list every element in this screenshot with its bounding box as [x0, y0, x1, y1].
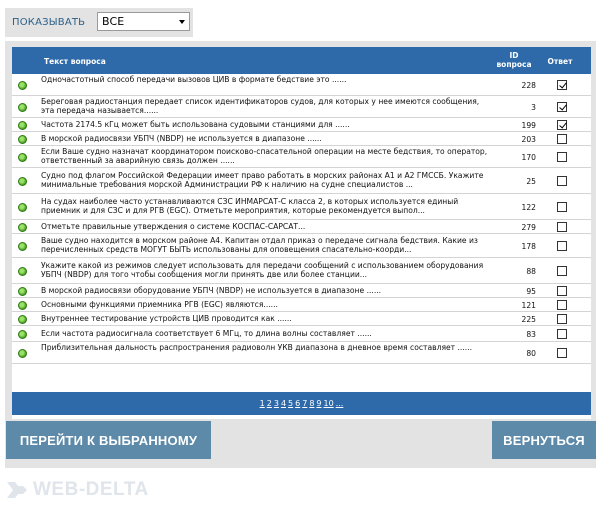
page-link[interactable]: 10 [323, 399, 334, 408]
table-row[interactable] [12, 96, 591, 118]
question-id: 25 [526, 177, 536, 186]
question-id: 199 [521, 121, 536, 130]
page-link[interactable]: ... [335, 399, 344, 408]
question-text[interactable]: Отметьте правильные утверждения о системе КОСПАС-САРСАТ... [41, 221, 306, 231]
question-id: 122 [521, 203, 536, 212]
question-text[interactable]: Береговая радиостанция передает список идентификаторов судов, для которых у нее имеются сообщения, эта передача называется...... [41, 96, 480, 116]
question-id: 88 [526, 267, 536, 276]
page-link[interactable]: 7 [302, 399, 308, 408]
column-header-answer: Ответ [547, 57, 573, 66]
table-row[interactable] [12, 312, 591, 326]
column-header-id-line2: вопроса [496, 60, 532, 69]
back-button[interactable]: ВЕРНУТЬСЯ [492, 421, 596, 459]
page-link[interactable]: 8 [309, 399, 315, 408]
question-id: 80 [526, 349, 536, 358]
table-row[interactable] [12, 194, 591, 220]
table-row[interactable] [12, 118, 591, 132]
questions-table [12, 47, 591, 419]
question-id: 225 [521, 315, 536, 324]
answer-checkbox[interactable] [557, 152, 567, 162]
status-dot-icon [18, 330, 27, 339]
question-id: 121 [521, 301, 536, 310]
question-text[interactable]: Внутреннее тестирование устройств ЦИВ проводится как ...... [41, 313, 292, 323]
filter-bar [5, 8, 193, 37]
table-header [12, 47, 591, 74]
logo [5, 478, 185, 502]
status-dot-icon [18, 287, 27, 296]
column-header-id-line1: ID [509, 51, 519, 60]
status-dot-icon [18, 223, 27, 232]
questions-panel [5, 41, 596, 468]
answer-checkbox[interactable] [557, 314, 567, 324]
table-row[interactable] [12, 146, 591, 168]
answer-checkbox[interactable] [557, 102, 567, 112]
question-text[interactable]: Если Ваше судно назначат координатором поисково-спасательной операции на месте бедствия, то оператор, ответственный за аварийную связь должен ...... [41, 146, 488, 166]
page-link[interactable]: 6 [295, 399, 301, 408]
question-id: 83 [526, 330, 536, 339]
filter-label: ПОКАЗЫВАТЬ [12, 17, 86, 28]
question-text[interactable]: В морской радиосвязи оборудование УБПЧ (NBDP) не используется в диапазоне ...... [41, 285, 382, 295]
pagination [12, 392, 591, 415]
question-id: 170 [521, 153, 536, 162]
logo-mark-icon [5, 480, 29, 500]
table-row[interactable] [12, 326, 591, 342]
status-dot-icon [18, 203, 27, 212]
answer-checkbox[interactable] [557, 222, 567, 232]
go-to-selected-button[interactable]: ПЕРЕЙТИ К ВЫБРАННОМУ [6, 421, 211, 459]
question-text[interactable]: Судно под флагом Российской Федерации имеет право работать в морских районах А1 и А2 ГМССБ. Укажите минимальные требования морской Администрации РФ к наличию на судне специалистов ... [41, 170, 484, 190]
question-text[interactable]: Укажите какой из режимов следует использовать для передачи сообщений с использованием оборудования УБПЧ (NBDP) для того чтобы сообщения могли принять две или более станции... [41, 260, 484, 280]
answer-checkbox[interactable] [557, 134, 567, 144]
question-text[interactable]: Ваше судно находится в морском районе А4. Капитан отдал приказ о передаче сигнала бедствия. Какие из перечисленных средств МОГУТ БЫТЬ использованы для оповещения спасательно-коорди... [41, 235, 478, 255]
table-row[interactable] [12, 342, 591, 364]
status-dot-icon [18, 349, 27, 358]
table-row[interactable] [12, 298, 591, 312]
answer-checkbox[interactable] [557, 286, 567, 296]
page-link[interactable]: 4 [280, 399, 287, 408]
table-row[interactable] [12, 258, 591, 284]
table-row[interactable] [12, 234, 591, 258]
question-text[interactable]: На судах наиболее часто устанавливаются СЗС ИНМАРСАТ-С класса 2, в которых используется единый приемник и для СЗС и для РГВ (EGC). Отметьте мероприятия, которые рекомендуется выпол... [41, 196, 459, 216]
filter-select-value: ВСЕ [102, 15, 125, 28]
column-header-question: Текст вопроса [44, 57, 106, 66]
status-dot-icon [18, 81, 27, 90]
table-row[interactable] [12, 220, 591, 234]
answer-checkbox[interactable] [557, 80, 567, 90]
answer-checkbox[interactable] [557, 300, 567, 310]
question-text[interactable]: Приблизительная дальность распространения радиоволн УКВ диапазона в дневное время составляет ...... [41, 342, 473, 352]
question-text[interactable]: Одночастотный способ передачи вызовов ЦИВ в формате бедствие это ...... [41, 74, 347, 84]
page-link[interactable]: 1 [259, 399, 265, 408]
question-text[interactable]: Частота 2174.5 кГц может быть использована судовыми станциями для ...... [41, 119, 350, 129]
status-dot-icon [18, 121, 27, 130]
status-dot-icon [18, 301, 27, 310]
page-link[interactable]: 9 [316, 399, 322, 408]
status-dot-icon [18, 242, 27, 251]
answer-checkbox[interactable] [557, 348, 567, 358]
status-dot-icon [18, 153, 27, 162]
answer-checkbox[interactable] [557, 241, 567, 251]
status-dot-icon [18, 177, 27, 186]
status-dot-icon [18, 103, 27, 112]
question-id: 3 [531, 103, 536, 112]
question-id: 279 [521, 223, 536, 232]
question-id: 178 [521, 242, 536, 251]
answer-checkbox[interactable] [557, 329, 567, 339]
status-dot-icon [18, 267, 27, 276]
status-dot-icon [18, 135, 27, 144]
logo-text: WEB-DELTA [33, 479, 149, 500]
question-text[interactable]: В морской радиосвязи УБПЧ (NBDP) не используется в диапазоне ...... [41, 133, 322, 143]
question-id: 203 [521, 135, 536, 144]
question-id: 95 [526, 287, 536, 296]
question-text[interactable]: Основными функциями приемника РГВ (EGC) являются...... [41, 299, 278, 309]
column-header-id [496, 51, 532, 69]
answer-checkbox[interactable] [557, 120, 567, 130]
status-dot-icon [18, 315, 27, 324]
answer-checkbox[interactable] [557, 266, 567, 276]
question-id: 228 [521, 81, 536, 90]
page-link[interactable]: 2 [266, 399, 272, 408]
chevron-down-icon [179, 20, 185, 24]
table-row[interactable] [12, 168, 591, 194]
answer-checkbox[interactable] [557, 176, 567, 186]
page-link[interactable]: 3 [273, 399, 279, 408]
page-link[interactable]: 5 [288, 399, 294, 408]
filter-select[interactable] [97, 12, 190, 31]
table-row[interactable] [12, 74, 591, 96]
question-text[interactable]: Если частота радиосигнала соответствует 6 МГц, то длина волны составляет ...... [41, 328, 372, 338]
table-row[interactable] [12, 132, 591, 146]
table-row[interactable] [12, 284, 591, 298]
answer-checkbox[interactable] [557, 202, 567, 212]
